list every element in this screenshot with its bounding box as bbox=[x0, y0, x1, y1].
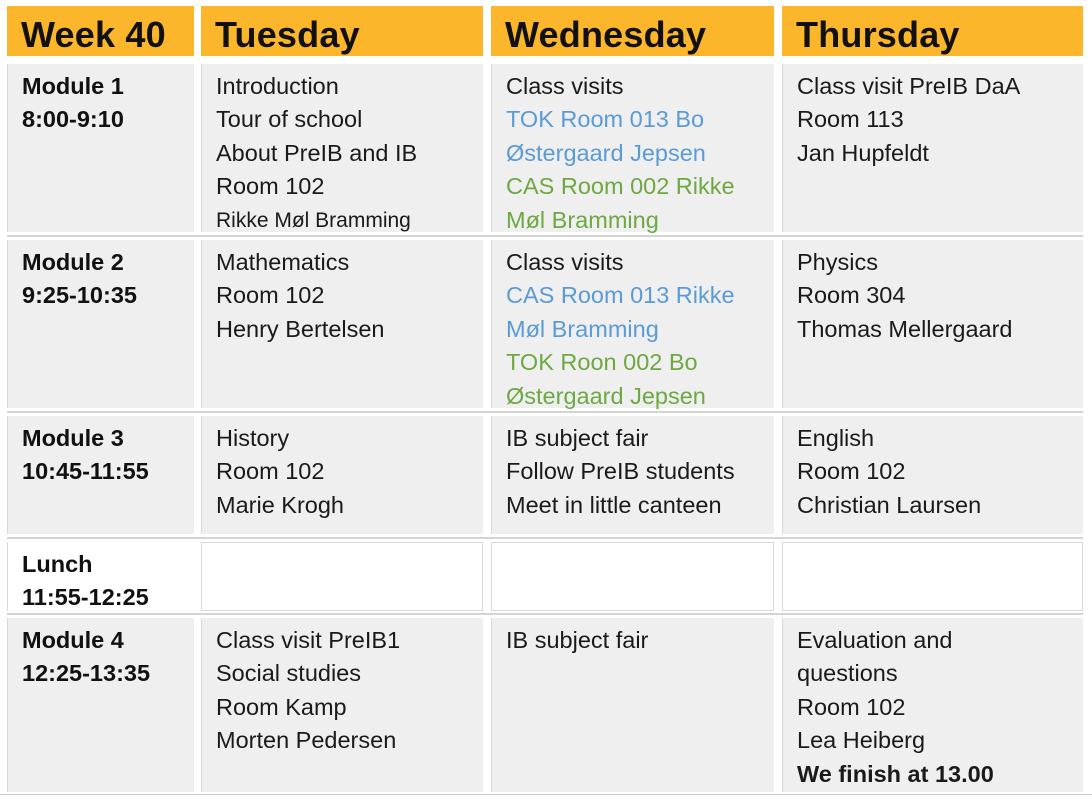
cell-line: Meet in little canteen bbox=[506, 491, 722, 518]
cell-line: Evaluation and bbox=[797, 627, 953, 653]
row3-label-cell bbox=[7, 416, 194, 534]
row1-tuesday-text bbox=[216, 70, 417, 237]
cell-line: Room 102 bbox=[216, 173, 325, 200]
cell-line: Lea Heiberg bbox=[797, 727, 926, 754]
row5-thursday-text bbox=[797, 624, 994, 791]
cell-line: Rikke Møl Bramming bbox=[216, 208, 411, 232]
cell-line: Class visits bbox=[506, 249, 624, 275]
cell-line: About PreIB and IB bbox=[216, 139, 418, 166]
row3-thursday-cell bbox=[782, 416, 1083, 534]
row3-wednesday-text bbox=[506, 422, 735, 522]
module-name: Module 3 bbox=[22, 425, 124, 451]
module-time: 9:25-10:35 bbox=[22, 282, 137, 309]
cell-line: Class visits bbox=[506, 73, 624, 99]
row2-wednesday-text bbox=[506, 246, 735, 413]
row1-thursday-text bbox=[797, 70, 1020, 170]
row2-wednesday-cell bbox=[491, 240, 774, 408]
lunch-name: Lunch bbox=[22, 551, 93, 577]
cell-line: IB subject fair bbox=[506, 627, 649, 653]
tok-line: TOK Room 013 Bo bbox=[506, 106, 705, 133]
header-tuesday-label: Tuesday bbox=[215, 14, 360, 55]
cell-line: Room 102 bbox=[797, 458, 906, 485]
module-name: Module 4 bbox=[22, 627, 124, 653]
row1-wednesday-cell bbox=[491, 64, 774, 232]
header-thursday-label: Thursday bbox=[796, 14, 960, 55]
row5-label bbox=[22, 624, 150, 691]
module-name: Module 1 bbox=[22, 73, 124, 99]
row5-tuesday-text bbox=[216, 624, 400, 758]
module-time: 8:00-9:10 bbox=[22, 106, 124, 133]
cell-line: Social studies bbox=[216, 660, 361, 687]
row-divider bbox=[7, 411, 1083, 413]
row3-tuesday-cell bbox=[201, 416, 483, 534]
cell-line: Room 102 bbox=[216, 282, 325, 309]
cell-line: Christian Laursen bbox=[797, 491, 982, 518]
cell-line: Physics bbox=[797, 249, 878, 275]
tok-line: Østergaard Jepsen bbox=[506, 382, 706, 409]
lunch-label-cell bbox=[7, 542, 194, 611]
row1-label bbox=[22, 70, 124, 137]
cell-line: Henry Bertelsen bbox=[216, 315, 385, 342]
lunch-thursday-cell bbox=[782, 542, 1083, 611]
row1-label-cell bbox=[7, 64, 194, 232]
row2-label bbox=[22, 246, 137, 313]
lunch-label bbox=[22, 548, 149, 615]
cell-line: Class visit PreIB1 bbox=[216, 627, 401, 653]
cell-line: Room 113 bbox=[797, 106, 904, 133]
header-week-cell bbox=[7, 6, 194, 56]
row2-tuesday-text bbox=[216, 246, 385, 346]
row3-label bbox=[22, 422, 149, 489]
row3-thursday-text bbox=[797, 422, 981, 522]
cas-line: CAS Room 013 Rikke bbox=[506, 282, 735, 309]
header-wednesday-label: Wednesday bbox=[505, 14, 707, 55]
cell-line: History bbox=[216, 425, 290, 451]
tok-line: Østergaard Jepsen bbox=[506, 139, 706, 166]
cell-line: Room 102 bbox=[797, 693, 906, 720]
cell-line: Morten Pedersen bbox=[216, 727, 397, 754]
cell-line: English bbox=[797, 425, 875, 451]
row5-wednesday-cell bbox=[491, 618, 774, 792]
row-divider bbox=[7, 537, 1083, 539]
row2-tuesday-cell bbox=[201, 240, 483, 408]
row3-wednesday-cell bbox=[491, 416, 774, 534]
cell-line: Room 102 bbox=[216, 458, 325, 485]
cell-line: Room Kamp bbox=[216, 693, 347, 720]
row5-thursday-cell bbox=[782, 618, 1083, 792]
cell-line: Tour of school bbox=[216, 106, 363, 133]
tok-line: TOK Roon 002 Bo bbox=[506, 349, 698, 376]
module-name: Module 2 bbox=[22, 249, 124, 275]
row5-label-cell bbox=[7, 618, 194, 792]
row2-thursday-text bbox=[797, 246, 1013, 346]
cell-line: Introduction bbox=[216, 73, 339, 99]
row5-wednesday-text bbox=[506, 624, 648, 657]
row-divider bbox=[7, 613, 1083, 615]
row1-thursday-cell bbox=[782, 64, 1083, 232]
row2-thursday-cell bbox=[782, 240, 1083, 408]
cell-line: Room 304 bbox=[797, 282, 906, 309]
cas-line: Møl Bramming bbox=[506, 315, 659, 342]
module-time: 12:25-13:35 bbox=[22, 660, 151, 687]
cell-line: Mathematics bbox=[216, 249, 350, 275]
row3-tuesday-text bbox=[216, 422, 344, 522]
header-wednesday-cell bbox=[491, 6, 774, 56]
header-tuesday-cell bbox=[201, 6, 483, 56]
cas-line: Møl Bramming bbox=[506, 206, 659, 233]
cell-line: Jan Hupfeldt bbox=[797, 139, 929, 166]
header-week-label: Week 40 bbox=[21, 14, 166, 55]
cas-line: CAS Room 002 Rikke bbox=[506, 173, 735, 200]
cell-line: Class visit PreIB DaA bbox=[797, 73, 1021, 99]
finish-note: We finish at 13.00 bbox=[797, 760, 994, 787]
lunch-tuesday-cell bbox=[201, 542, 483, 611]
cell-line: Follow PreIB students bbox=[506, 458, 735, 485]
header-thursday-cell bbox=[782, 6, 1083, 56]
row2-label-cell bbox=[7, 240, 194, 408]
module-time: 10:45-11:55 bbox=[22, 458, 149, 485]
cell-line: questions bbox=[797, 660, 898, 687]
lunch-time: 11:55-12:25 bbox=[22, 584, 149, 611]
cell-line: Marie Krogh bbox=[216, 491, 344, 518]
cell-line: IB subject fair bbox=[506, 425, 649, 451]
table-bottom-border bbox=[0, 794, 1092, 795]
row1-tuesday-cell bbox=[201, 64, 483, 232]
lunch-wednesday-cell bbox=[491, 542, 774, 611]
cell-line: Thomas Mellergaard bbox=[797, 315, 1013, 342]
row5-tuesday-cell bbox=[201, 618, 483, 792]
row-divider bbox=[7, 235, 1083, 237]
row1-wednesday-text bbox=[506, 70, 735, 237]
